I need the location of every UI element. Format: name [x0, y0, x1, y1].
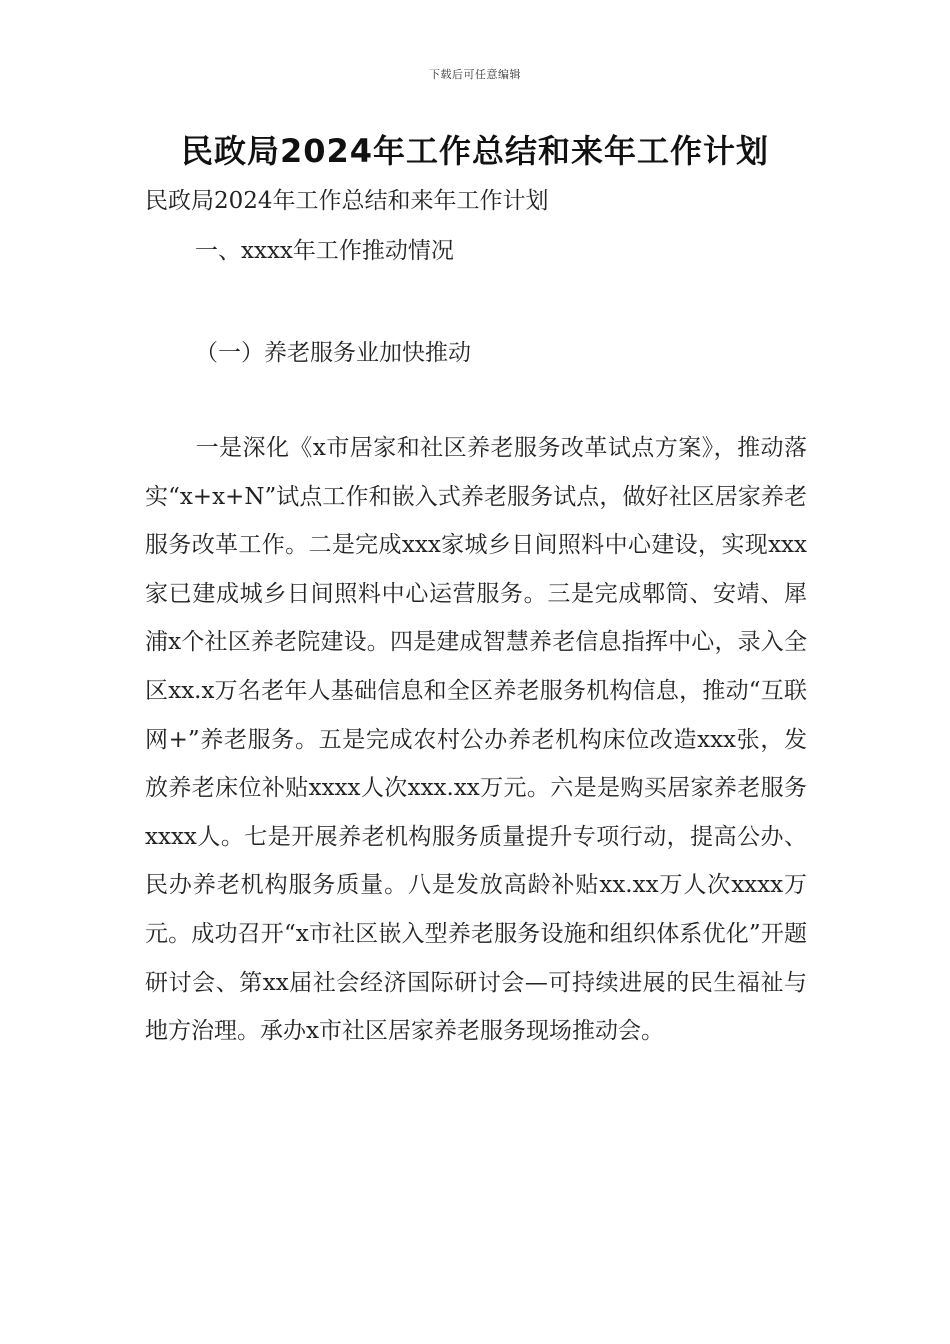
body-paragraph: 一是深化《x市居家和社区养老服务改革试点方案》，推动落实“x+x+N”试点工作和嵌入式养老服务试点，做好社区居家养老服务改革工作。二是完成xxx家城乡日间照料中心建设，实现xxx家已建成城乡日间照料中心运营服务。三是完成郫筒、安靖、犀浦x个社区养老院建设。四是建成智慧养老信息指挥中心，录入全区xx.x万名老年人基础信息和全区养老服务机构信息，推动“互联网+”养老服务。五是完成农村公办养老机构床位改造xxx张，发放养老床位补贴xxxx人次xxx.xx万元。六是是购买居家养老服务xxxx人。七是开展养老机构服务质量提升专项行动，提高公办、民办养老机构服务质量。八是发放高龄补贴xx.xx万人次xxxx万元。成功召开“x市社区嵌入型养老服务设施和组织体系优化”开题研讨会、第xx届社会经济国际研讨会—可持续进展的民生福祉与地方治理。承办x市社区居家养老服务现场推动会。 [145, 435, 807, 1045]
subsection-heading: （一）养老服务业加快推动 [195, 340, 471, 366]
section-heading: 一、xxxx年工作推动情况 [195, 238, 454, 264]
header-note: 下载后可任意编辑 [429, 68, 521, 81]
document-subtitle: 民政局2024年工作总结和来年工作计划 [145, 188, 549, 214]
document-title: 民政局2024年工作总结和来年工作计划 [180, 132, 770, 170]
